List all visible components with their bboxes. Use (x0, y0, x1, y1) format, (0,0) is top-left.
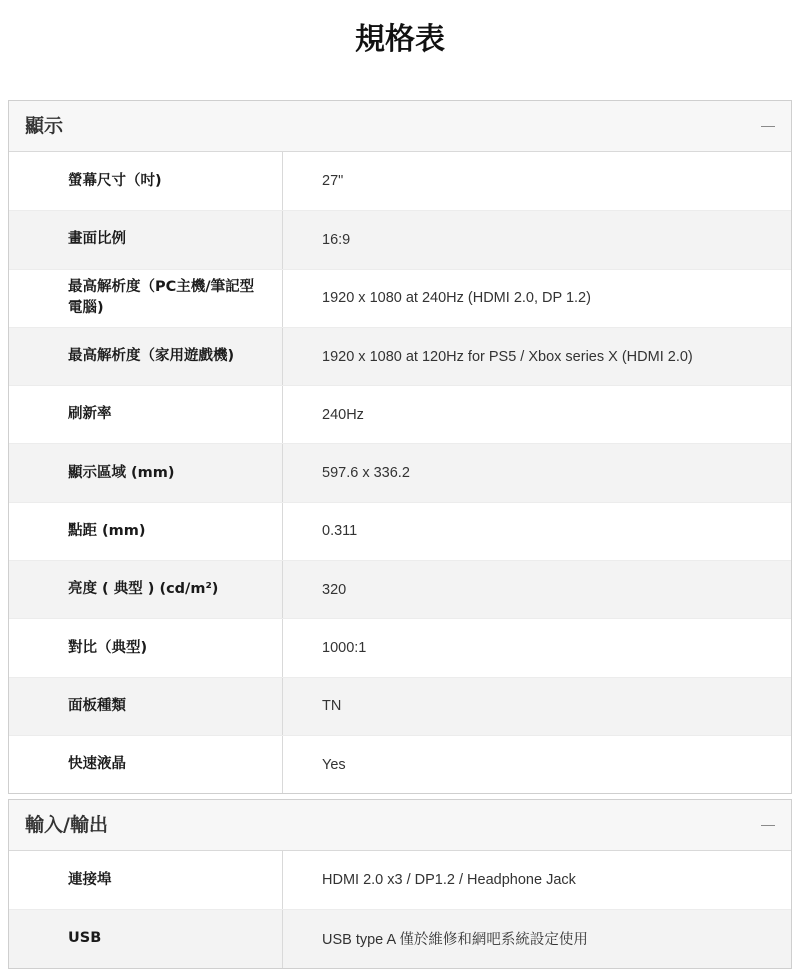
section-header-io[interactable] (9, 800, 791, 851)
spec-value: 27" (322, 173, 344, 190)
spec-row (9, 385, 791, 443)
spec-label: 亮度 ( 典型 ) (cd/m²) (9, 561, 283, 618)
spec-value: 1920 x 1080 at 120Hz for PS5 / Xbox series X (HDMI 2.0) (322, 348, 693, 365)
spec-label: 連接埠 (9, 851, 283, 909)
collapse-minus-icon[interactable] (761, 126, 775, 127)
collapse-minus-icon[interactable] (761, 825, 775, 826)
spec-row (9, 677, 791, 735)
spec-row (9, 618, 791, 676)
spec-row (9, 909, 791, 967)
section-header-display[interactable] (9, 101, 791, 152)
spec-row (9, 269, 791, 327)
spec-row (9, 560, 791, 618)
spec-label: 對比（典型) (9, 619, 283, 676)
spec-label: USB (9, 910, 283, 967)
spec-label: 最高解析度（PC主機/筆記型電腦) (9, 270, 283, 327)
spec-label: 螢幕尺寸（吋) (9, 152, 283, 210)
spec-value: HDMI 2.0 x3 / DP1.2 / Headphone Jack (322, 872, 576, 889)
section-title: 顯示 (25, 115, 64, 137)
spec-value: TN (322, 698, 342, 715)
spec-label: 面板種類 (9, 678, 283, 735)
spec-value: 16:9 (322, 231, 351, 248)
spec-value: 320 (322, 581, 347, 598)
spec-row (9, 152, 791, 210)
spec-label: 刷新率 (9, 386, 283, 443)
spec-value: Yes (322, 756, 346, 773)
spec-table (9, 152, 791, 793)
spec-row (9, 443, 791, 501)
spec-table (9, 851, 791, 968)
spec-value: 597.6 x 336.2 (322, 465, 410, 482)
spec-value: 1920 x 1080 at 240Hz (HDMI 2.0, DP 1.2) (322, 290, 591, 307)
spec-label: 顯示區域 (mm) (9, 444, 283, 501)
spec-row (9, 502, 791, 560)
spec-row (9, 851, 791, 909)
spec-value: 0.311 (322, 523, 358, 540)
spec-value: 1000:1 (322, 640, 367, 657)
spec-value: USB type A 僅於維修和網吧系統設定使用 (322, 932, 588, 949)
section-title: 輸入/輸出 (25, 814, 108, 836)
section-io (8, 799, 792, 969)
spec-label: 畫面比例 (9, 211, 283, 268)
spec-value: 240Hz (322, 406, 364, 423)
spec-row (9, 735, 791, 793)
spec-label: 點距 (mm) (9, 503, 283, 560)
spec-label: 最高解析度（家用遊戲機) (9, 328, 283, 385)
page-title: 規格表 (355, 22, 445, 57)
spec-label: 快速液晶 (9, 736, 283, 793)
spec-row (9, 327, 791, 385)
section-display (8, 100, 792, 794)
spec-row (9, 210, 791, 268)
